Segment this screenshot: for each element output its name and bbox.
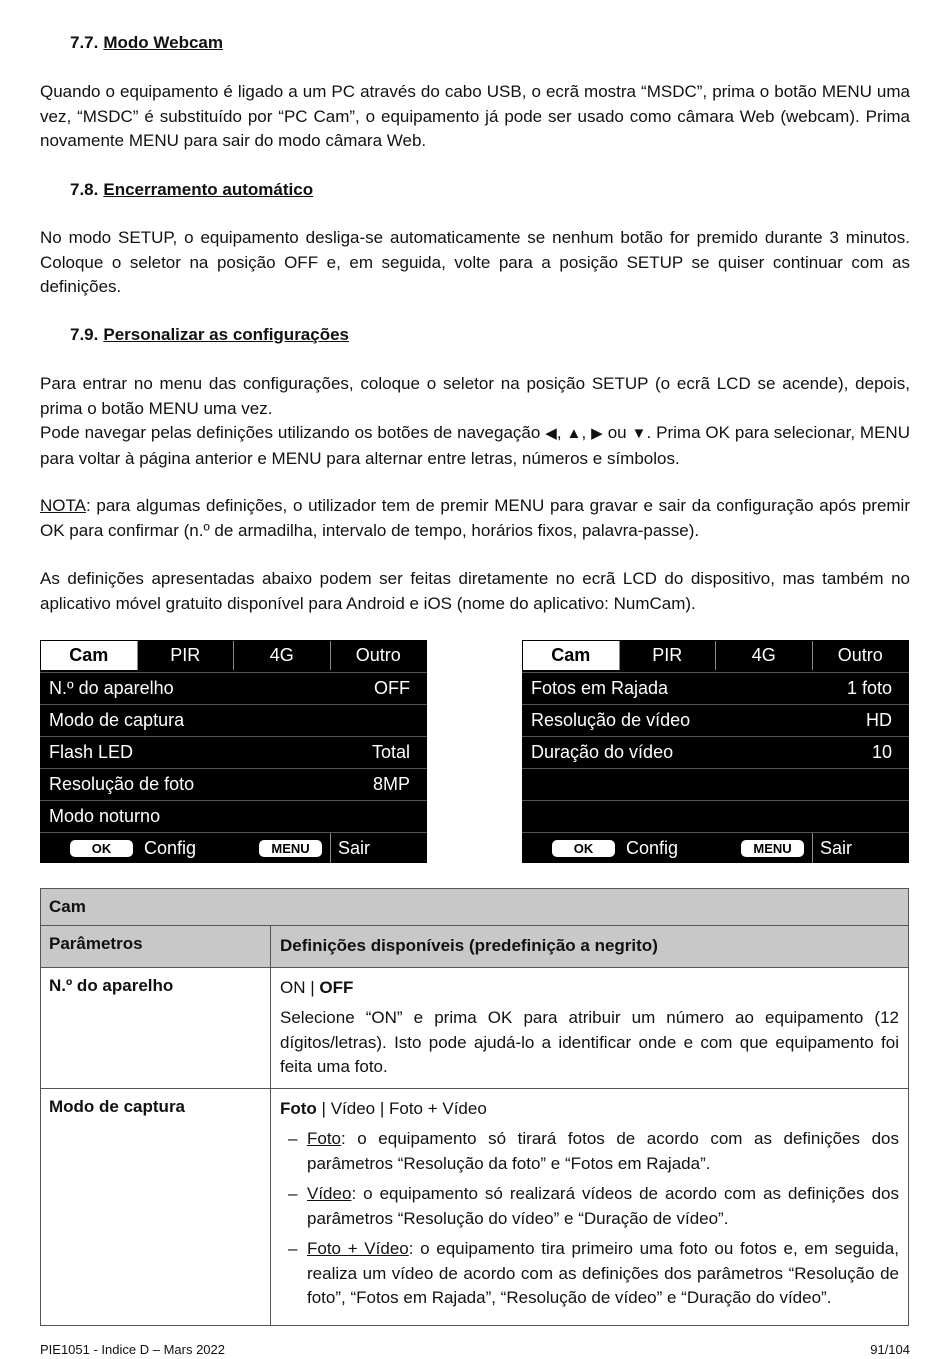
config-label: Config: [144, 837, 197, 858]
menu-footer: [522, 832, 909, 863]
footer-divider: [812, 833, 813, 863]
param-name: N.º do aparelho: [41, 968, 271, 1088]
lcd-menu-panel-left: [40, 640, 427, 863]
param-settings: ON | OFF Selecione “ON” e prima OK para atribuir um número ao equipamento (12 dígitos/letras). Isto pode ajudá-lo a identificar onde e com que equipamento foi feita uma foto.: [271, 968, 908, 1088]
arrow-down-icon: ▼: [631, 425, 647, 442]
lcd-menu-panel-right: [522, 640, 909, 863]
note-paragraph: NOTA: para algumas definições, o utilizador tem de premir MENU para gravar e sair da configuração após premir OK para confirmar (n.º de armadilha, intervalo de tempo, horários fixos, palavra-passe).: [40, 496, 910, 540]
section-heading-7-8: 7.8. Encerramento automático: [70, 180, 314, 199]
menu-footer: [40, 832, 427, 863]
menu-row[interactable]: Resolução de vídeo HD: [522, 704, 909, 735]
option-list: [280, 1127, 899, 1311]
ok-button-label: OK: [70, 840, 133, 857]
arrow-right-icon: ▶: [591, 425, 603, 442]
param-description: Selecione “ON” e prima OK para atribuir um número ao equipamento (12 dígitos/letras). Isto pode ajudá-lo a identificar onde e com que equipamento foi feita uma foto.: [280, 1008, 899, 1076]
arrow-up-icon: ▲: [566, 425, 582, 442]
paragraph-navigation: Pode navegar pelas definições utilizando os botões de navegação ◀, ▲, ▶ ou ▼. Prima OK para selecionar, MENU para voltar à página anterior e MENU para alternar entre letras, números e símbolos.: [40, 423, 910, 468]
section-heading-7-9: 7.9. Personalizar as configurações: [70, 325, 350, 344]
paragraph-auto-shutdown: No modo SETUP, o equipamento desliga-se automaticamente se nenhum botão for premido durante 3 minutos. Coloque o seletor na posição OFF e, em seguida, volte para a posição SETUP se quiser continuar com as definições.: [40, 228, 910, 296]
menu-row[interactable]: Duração do vídeo 10: [522, 736, 909, 767]
menu-button-label: MENU: [741, 840, 804, 857]
tab-pir[interactable]: PIR: [137, 641, 234, 670]
table-title-row: [41, 889, 908, 925]
menu-tabs: [40, 640, 427, 671]
table-header-row: [41, 925, 908, 967]
table-row: [41, 1088, 908, 1325]
list-item: – Foto + Vídeo: o equipamento tira primeiro uma foto ou fotos e, em seguida, realiza um vídeo de acordo com as definições dos parâmetros “Resolução de foto”, “Fotos em Rajada”, “Resolução de vídeo” e “Duração do vídeo”.: [288, 1239, 899, 1307]
menu-row[interactable]: Flash LED Total: [40, 736, 427, 767]
section-heading-7-7: 7.7. Modo Webcam: [70, 33, 223, 52]
config-label: Config: [626, 837, 679, 858]
settings-table: [40, 888, 909, 1326]
tab-pir[interactable]: PIR: [619, 641, 716, 670]
paragraph-enter-menu: Para entrar no menu das configurações, coloque o seletor na posição SETUP (o ecrã LCD se acende), depois, prima o botão MENU uma vez.: [40, 374, 910, 418]
footer-page-number: 91/104: [870, 1342, 910, 1357]
table-row: [41, 967, 908, 1088]
menu-row[interactable]: N.º do aparelho OFF: [40, 672, 427, 703]
menu-button-label: MENU: [259, 840, 322, 857]
list-item: – Foto: o equipamento só tirará fotos de acordo com as definições dos parâmetros “Resolução da foto” e “Fotos em Rajada”.: [288, 1129, 899, 1173]
paragraph-webcam: Quando o equipamento é ligado a um PC através do cabo USB, o ecrã mostra “MSDC”, prima o botão MENU uma vez, “MSDC” é substituído por “PC Cam”, o equipamento já pode ser usado como câmara Web (webcam). Prima novamente MENU para sair do modo câmara Web.: [40, 82, 910, 150]
menu-row[interactable]: Modo de captura: [40, 704, 427, 735]
table-title: Cam: [49, 897, 86, 916]
tab-4g[interactable]: 4G: [715, 641, 812, 670]
tab-4g[interactable]: 4G: [233, 641, 330, 670]
footer-divider: [330, 833, 331, 863]
menu-row: [522, 800, 909, 831]
tab-outro[interactable]: Outro: [330, 641, 427, 670]
exit-label: Sair: [338, 837, 371, 858]
note-label: NOTA: [40, 496, 86, 515]
column-header-settings: Definições disponíveis (predefinição a negrito): [280, 936, 658, 955]
param-name: Modo de captura: [41, 1089, 271, 1325]
menu-row[interactable]: Resolução de foto 8MP: [40, 768, 427, 799]
param-settings: Foto | Vídeo | Foto + Vídeo – Foto: o equipamento só tirará fotos de acordo com as definições dos parâmetros “Resolução da foto” e “Fotos em Rajada”. – Vídeo: o equipamento só realizará vídeos de acordo com as definições dos parâmetros “Resolução do vídeo” e “Duração de vídeo”. – Foto + Vídeo: o equipamento tira primeiro uma foto ou fotos e, em seguida, realiza um vídeo de acordo com as definições dos parâmetros “Resolução de foto”, “Fotos em Rajada”, “Resolução de vídeo” e “Duração do vídeo”.: [271, 1089, 908, 1325]
list-item: – Vídeo: o equipamento só realizará vídeos de acordo com as definições dos parâmetros “Resolução do vídeo” e “Duração de vídeo”.: [288, 1184, 899, 1228]
exit-label: Sair: [820, 837, 853, 858]
footer-document-id: PIE1051 - Indice D – Mars 2022: [40, 1342, 225, 1357]
menu-tabs: [522, 640, 909, 671]
menu-row[interactable]: Fotos em Rajada 1 foto: [522, 672, 909, 703]
ok-button-label: OK: [552, 840, 615, 857]
arrow-left-icon: ◀: [545, 425, 557, 442]
menu-row: [522, 768, 909, 799]
column-header-parameters: Parâmetros: [41, 926, 271, 967]
tab-cam[interactable]: Cam: [41, 641, 137, 670]
menu-row[interactable]: Modo noturno: [40, 800, 427, 831]
tab-cam[interactable]: Cam: [523, 641, 619, 670]
tab-outro[interactable]: Outro: [812, 641, 909, 670]
paragraph-app: As definições apresentadas abaixo podem ser feitas diretamente no ecrã LCD do dispositivo, mas também no aplicativo móvel gratuito disponível para Android e iOS (nome do aplicativo: NumCam).: [40, 569, 910, 613]
